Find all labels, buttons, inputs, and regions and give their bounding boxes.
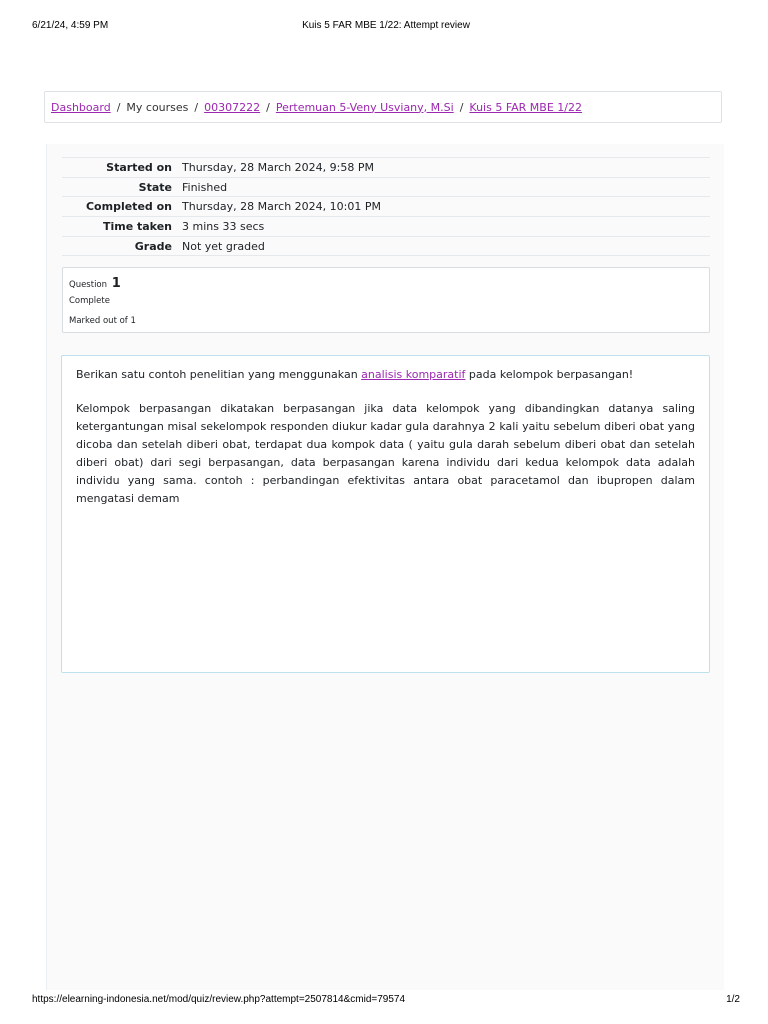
print-datetime: 6/21/24, 4:59 PM [32, 20, 109, 31]
summary-value-grade: Not yet graded [182, 239, 265, 253]
question-grade: Marked out of 1 [69, 316, 136, 326]
question-number-line [69, 276, 703, 292]
main-content [46, 144, 724, 990]
breadcrumb-course-link[interactable]: 00307222 [204, 100, 261, 114]
print-footer [32, 994, 740, 1008]
summary-value-time-taken: 3 mins 33 secs [182, 219, 265, 233]
question-info-box [62, 267, 710, 333]
question-number: 1 [111, 276, 121, 291]
question-text-link[interactable]: analisis komparatif [361, 368, 466, 381]
table-row [62, 217, 710, 237]
print-url: https://elearning-indonesia.net/mod/quiz/review.php?attempt=2507814&cmid=79574 [32, 994, 406, 1005]
summary-label-grade: Grade [134, 239, 172, 253]
breadcrumb-separator: / [459, 100, 464, 114]
answer-text: Kelompok berpasangan dikatakan berpasangan jika data kelompok yang dibandingkan datanya saling ketergantungan misal sekelompok responden diukur kadar gula darahnya 2 kali yaitu sebelum diberi obat yang dicoba dan setelah diberi obat, terdapat dua kompok data ( yaitu gula darah sebelum diberi obat dan setelah diberi obat) dari segi berpasangan, data berpasangan karena individu dari kedua kelompok data adalah individu yang sama. contoh : perbandingan efektivitas antara obat paracetamol dan ibupropen dalam mengatasi demam [76, 402, 695, 505]
question-content-box [61, 355, 710, 673]
question-state: Complete [69, 296, 110, 306]
question-text-after: pada kelompok berpasangan! [465, 368, 634, 381]
summary-label-started-on: Started on [106, 160, 172, 174]
summary-label-completed-on: Completed on [85, 200, 172, 214]
print-page-title: Kuis 5 FAR MBE 1/22: Attempt review [302, 20, 470, 31]
breadcrumb-my-courses: My courses [126, 100, 189, 114]
summary-label-time-taken: Time taken [102, 219, 172, 233]
question-text [76, 366, 695, 384]
breadcrumb [44, 91, 722, 123]
summary-value-state: Finished [182, 180, 228, 194]
question-text-before: Berikan satu contoh penelitian yang menggunakan [76, 368, 362, 381]
summary-label-state: State [138, 180, 172, 194]
breadcrumb-separator: / [194, 100, 199, 114]
breadcrumb-quiz-link[interactable]: Kuis 5 FAR MBE 1/22 [469, 100, 582, 114]
table-row [62, 158, 710, 178]
summary-value-started-on: Thursday, 28 March 2024, 9:58 PM [182, 160, 374, 174]
attempt-summary-table [62, 157, 710, 256]
table-row [62, 236, 710, 256]
breadcrumb-section-link[interactable]: Pertemuan 5-Veny Usviany, M.Si [275, 100, 454, 114]
summary-value-completed-on: Thursday, 28 March 2024, 10:01 PM [182, 200, 381, 214]
print-page-number: 1/2 [726, 994, 740, 1005]
table-row [62, 197, 710, 217]
breadcrumb-dashboard-link[interactable]: Dashboard [51, 100, 111, 114]
print-header [32, 20, 740, 34]
table-row [62, 177, 710, 197]
question-label: Question [69, 280, 108, 290]
breadcrumb-separator: / [116, 100, 121, 114]
breadcrumb-separator: / [266, 100, 270, 114]
